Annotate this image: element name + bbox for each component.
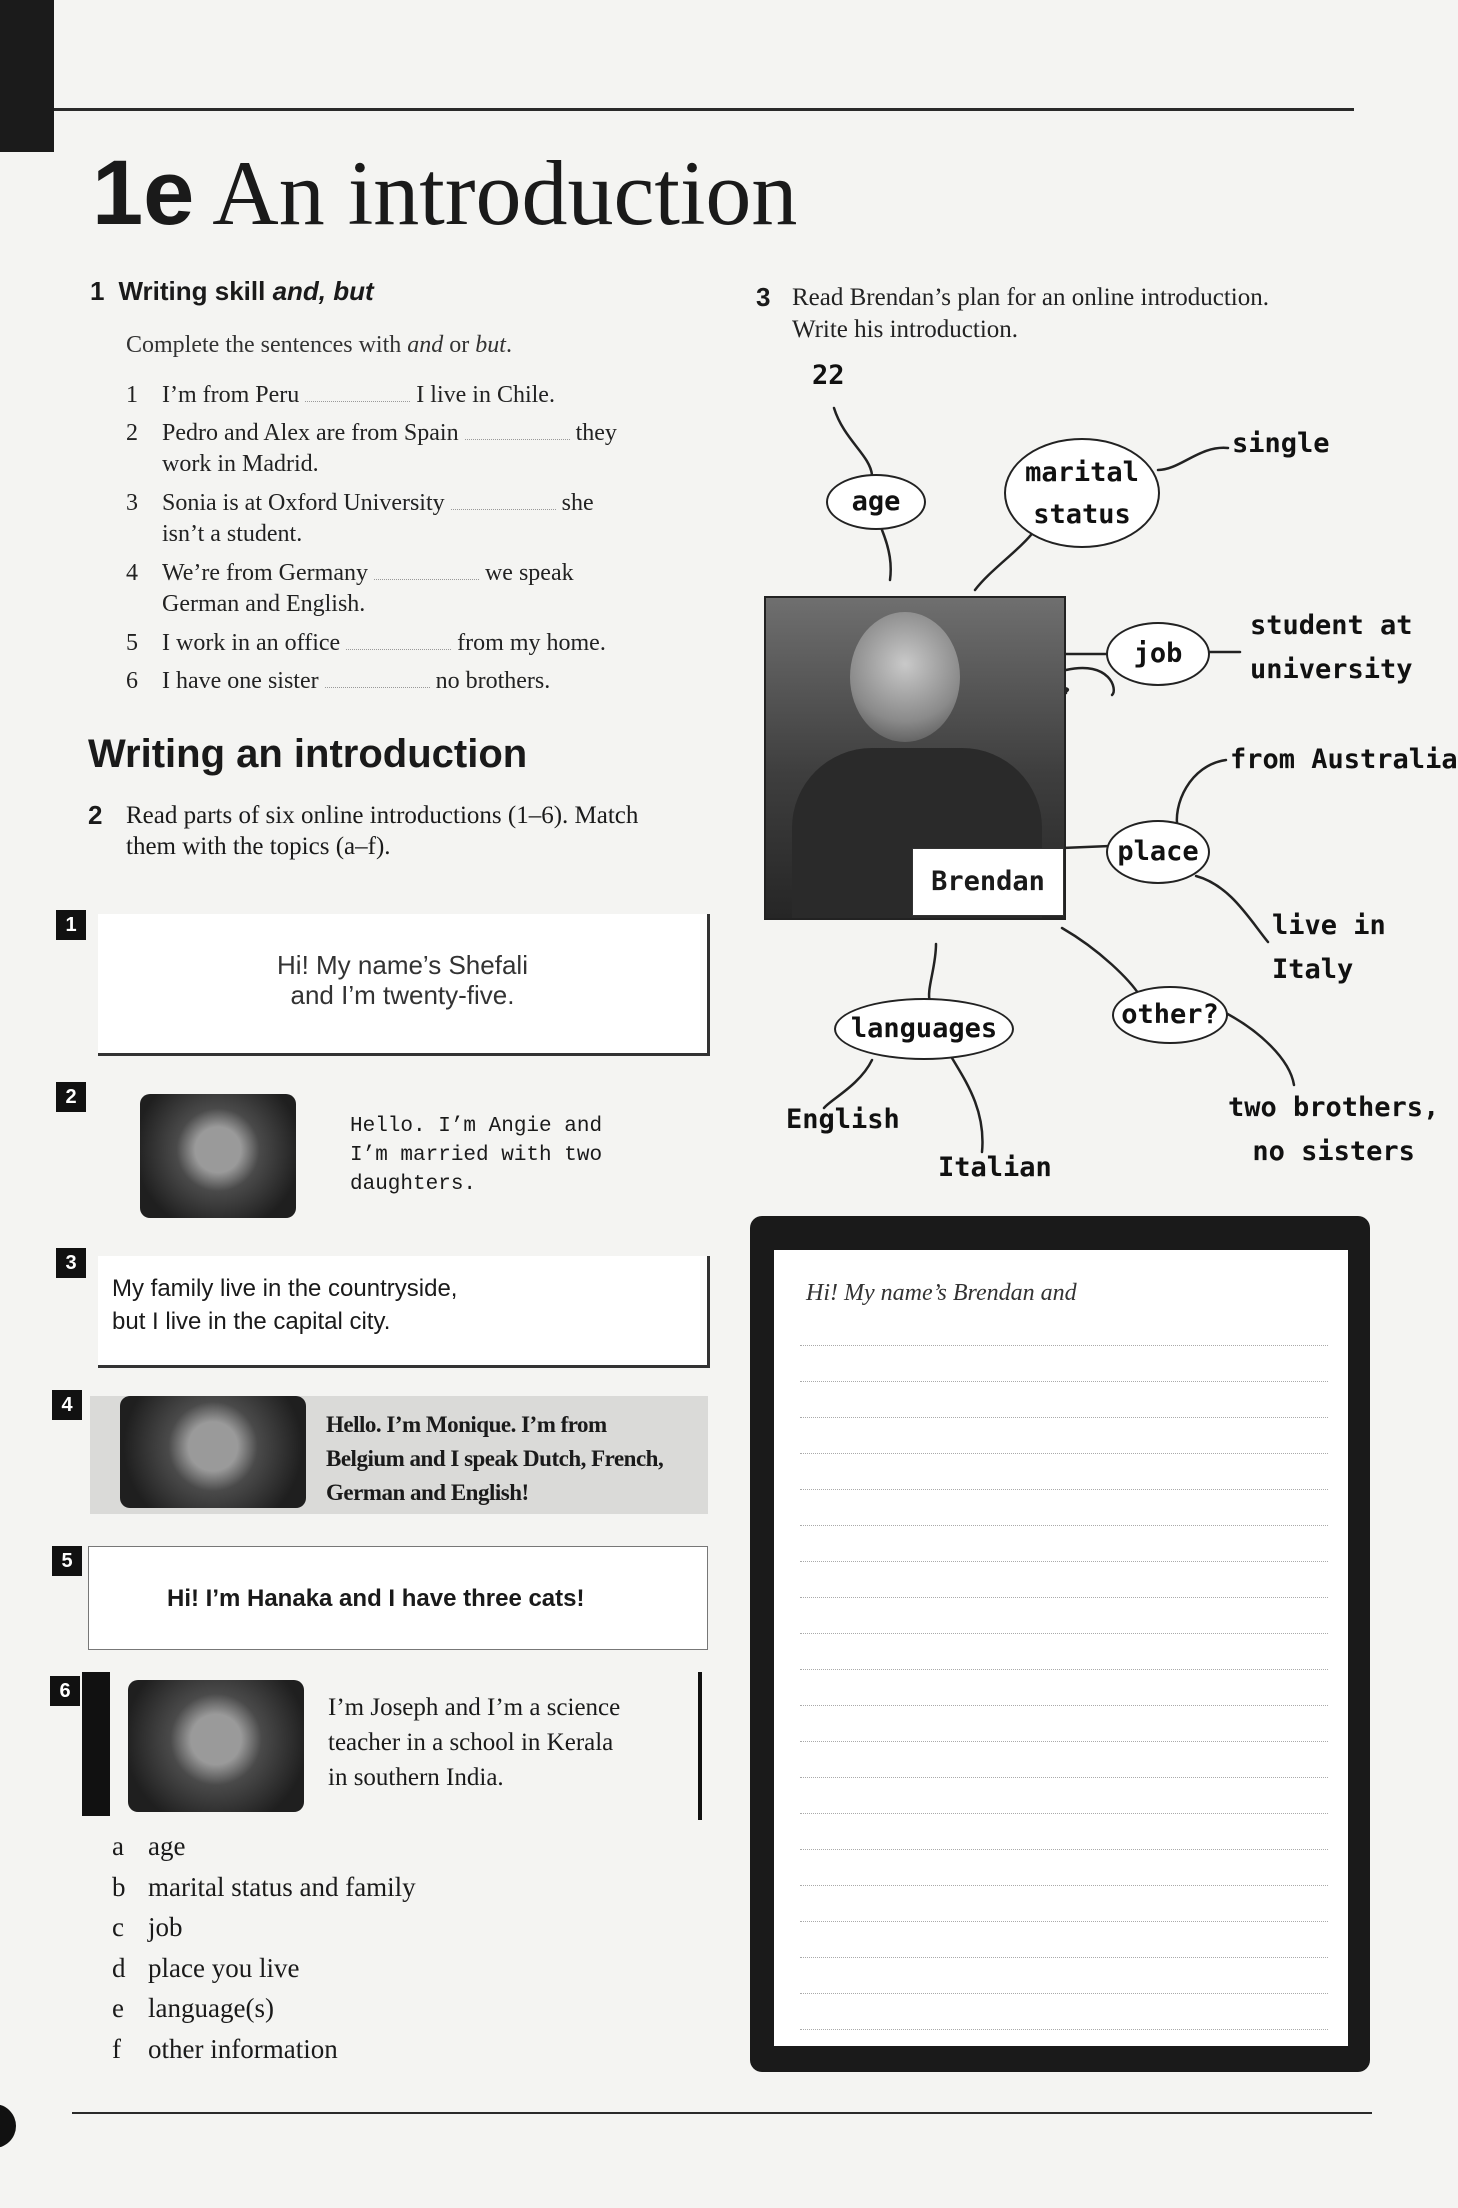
intro-text: German and English! bbox=[326, 1480, 529, 1505]
intro-text: in southern India. bbox=[328, 1764, 504, 1791]
intro-text: Hi! I’m Hanaka and I have three cats! bbox=[167, 1585, 585, 1612]
intro-text: Hello. I’m Angie and bbox=[350, 1115, 603, 1138]
instruction-and: and bbox=[407, 332, 444, 358]
instruction-line: them with the topics (a–f). bbox=[126, 833, 391, 860]
item-number: 3 bbox=[126, 490, 138, 516]
instruction-or: or bbox=[443, 332, 476, 358]
item-text: isn’t a student. bbox=[162, 521, 303, 547]
instruction-line: Read Brendan’s plan for an online introduction. bbox=[792, 284, 1269, 311]
intro-text: My family live in the countryside, bbox=[112, 1275, 458, 1302]
topic-text: other information bbox=[148, 2033, 338, 2064]
writing-start-text: Hi! My name’s Brendan and bbox=[806, 1280, 1077, 1306]
item-text: Pedro and Alex are from Spain bbox=[162, 420, 459, 446]
bubble-place: place bbox=[1106, 820, 1210, 884]
bubble-text: marital bbox=[1025, 457, 1139, 488]
intro-text: and I’m twenty-five. bbox=[290, 980, 515, 1010]
item-text: no brothers. bbox=[435, 668, 551, 694]
topic-text: job bbox=[148, 1912, 183, 1942]
item-text: I’m from Peru bbox=[162, 382, 300, 408]
age-value: 22 bbox=[812, 360, 845, 391]
face-shape bbox=[850, 612, 960, 742]
section-heading: Writing an introduction bbox=[88, 732, 528, 776]
item-text: from my home. bbox=[457, 630, 606, 656]
intro-card-6-edge bbox=[698, 1672, 702, 1820]
intro-text: I’m Joseph and I’m a science bbox=[328, 1694, 621, 1721]
topic-text: marital status and family bbox=[148, 1871, 416, 1902]
other-value bbox=[1228, 1086, 1439, 1174]
bubble-marital-status bbox=[1004, 438, 1160, 548]
topic-list bbox=[112, 1826, 416, 2069]
topic-option bbox=[112, 1826, 416, 1867]
title-text: An introduction bbox=[212, 142, 798, 244]
topic-text: place you live bbox=[148, 1952, 300, 1983]
intro-number: 3 bbox=[56, 1248, 86, 1278]
topic-letter: e bbox=[112, 1993, 124, 2023]
intro-card-5 bbox=[88, 1546, 708, 1650]
item-text: she bbox=[561, 490, 594, 516]
bubble-age: age bbox=[826, 474, 926, 530]
item-text: we speak bbox=[484, 560, 574, 586]
topic-text: age bbox=[148, 1831, 186, 1861]
intro-number: 2 bbox=[56, 1082, 86, 1112]
map-text: student at bbox=[1250, 610, 1413, 641]
instruction-but: but bbox=[475, 332, 506, 358]
bubble-other: other? bbox=[1112, 986, 1228, 1044]
intro-text: Hello. I’m Monique. I’m from bbox=[326, 1412, 607, 1437]
map-text: university bbox=[1250, 654, 1413, 685]
item-number: 5 bbox=[126, 630, 138, 656]
photo-name-label: Brendan bbox=[912, 848, 1064, 916]
intro-card-6 bbox=[328, 1690, 620, 1795]
item-text: I work in an office bbox=[162, 630, 341, 656]
intro-text: but I live in the capital city. bbox=[112, 1308, 391, 1335]
profile-photo bbox=[128, 1680, 304, 1812]
instruction-end: . bbox=[505, 332, 512, 358]
language-2: Italian bbox=[938, 1152, 1052, 1183]
intro-number: 5 bbox=[52, 1546, 82, 1576]
topic-letter: b bbox=[112, 1871, 126, 1902]
place-value-2 bbox=[1272, 904, 1386, 992]
instruction-line: Read parts of six online introductions (1–6). Match bbox=[126, 802, 639, 829]
intro-card-3 bbox=[98, 1256, 710, 1368]
item-number: 2 bbox=[126, 420, 138, 446]
map-text: live in bbox=[1272, 910, 1386, 941]
item-number: 1 bbox=[126, 382, 138, 408]
intro-card-6-bar bbox=[82, 1672, 110, 1816]
job-value bbox=[1250, 604, 1413, 692]
map-text: no sisters bbox=[1252, 1136, 1415, 1167]
item-text: they bbox=[575, 420, 617, 446]
topic-option bbox=[112, 2029, 416, 2070]
intro-text: daughters. bbox=[350, 1173, 477, 1196]
intro-number: 1 bbox=[56, 910, 86, 940]
topic-option bbox=[112, 1948, 416, 1989]
item-text: German and English. bbox=[162, 591, 366, 617]
instruction-text: Complete the sentences with bbox=[126, 332, 408, 358]
map-text: two brothers, bbox=[1228, 1092, 1440, 1123]
topic-option bbox=[112, 1988, 416, 2029]
topic-letter: f bbox=[112, 2033, 121, 2064]
intro-text: I’m married with two bbox=[350, 1144, 603, 1167]
exercise-2-number: 2 bbox=[88, 800, 103, 830]
marital-value: single bbox=[1232, 428, 1330, 459]
item-text: I have one sister bbox=[162, 668, 319, 694]
intro-number: 6 bbox=[50, 1676, 80, 1706]
writing-lines bbox=[800, 1310, 1328, 2030]
item-number: 4 bbox=[126, 560, 138, 586]
item-number: 6 bbox=[126, 668, 138, 694]
intro-card-4-text bbox=[326, 1408, 663, 1510]
intro-text: teacher in a school in Kerala bbox=[328, 1729, 614, 1756]
item-text: I live in Chile. bbox=[416, 382, 555, 408]
language-1: English bbox=[786, 1104, 900, 1135]
topic-option bbox=[112, 1867, 416, 1908]
instruction-line: Write his introduction. bbox=[792, 316, 1019, 343]
unit-code: 1e bbox=[92, 142, 195, 244]
intro-text: Hi! My name’s Shefali bbox=[277, 950, 528, 980]
bubble-languages: languages bbox=[834, 998, 1014, 1060]
exercise-3-number: 3 bbox=[756, 282, 771, 312]
bottom-rule bbox=[72, 2112, 1372, 2114]
profile-photo bbox=[120, 1396, 306, 1508]
topic-letter: d bbox=[112, 1952, 126, 1983]
item-text: Sonia is at Oxford University bbox=[162, 490, 445, 516]
map-text: Italy bbox=[1272, 954, 1354, 985]
bubble-job: job bbox=[1106, 622, 1210, 686]
page-number-badge bbox=[0, 2104, 16, 2148]
exercise-title: Writing skill bbox=[118, 276, 266, 306]
topic-text: language(s) bbox=[148, 1993, 274, 2023]
bubble-text: status bbox=[1033, 499, 1131, 530]
item-text: We’re from Germany bbox=[162, 560, 368, 586]
intro-text: Belgium and I speak Dutch, French, bbox=[326, 1446, 664, 1471]
exercise-title-italic: and, but bbox=[272, 276, 374, 306]
topic-letter: a bbox=[112, 1831, 124, 1861]
topic-option bbox=[112, 1907, 416, 1948]
topic-letter: c bbox=[112, 1912, 124, 1942]
exercise-number: 1 bbox=[90, 276, 105, 306]
place-value-1: from Australia bbox=[1230, 744, 1458, 775]
item-text: work in Madrid. bbox=[162, 451, 319, 477]
intro-number: 4 bbox=[52, 1390, 82, 1420]
